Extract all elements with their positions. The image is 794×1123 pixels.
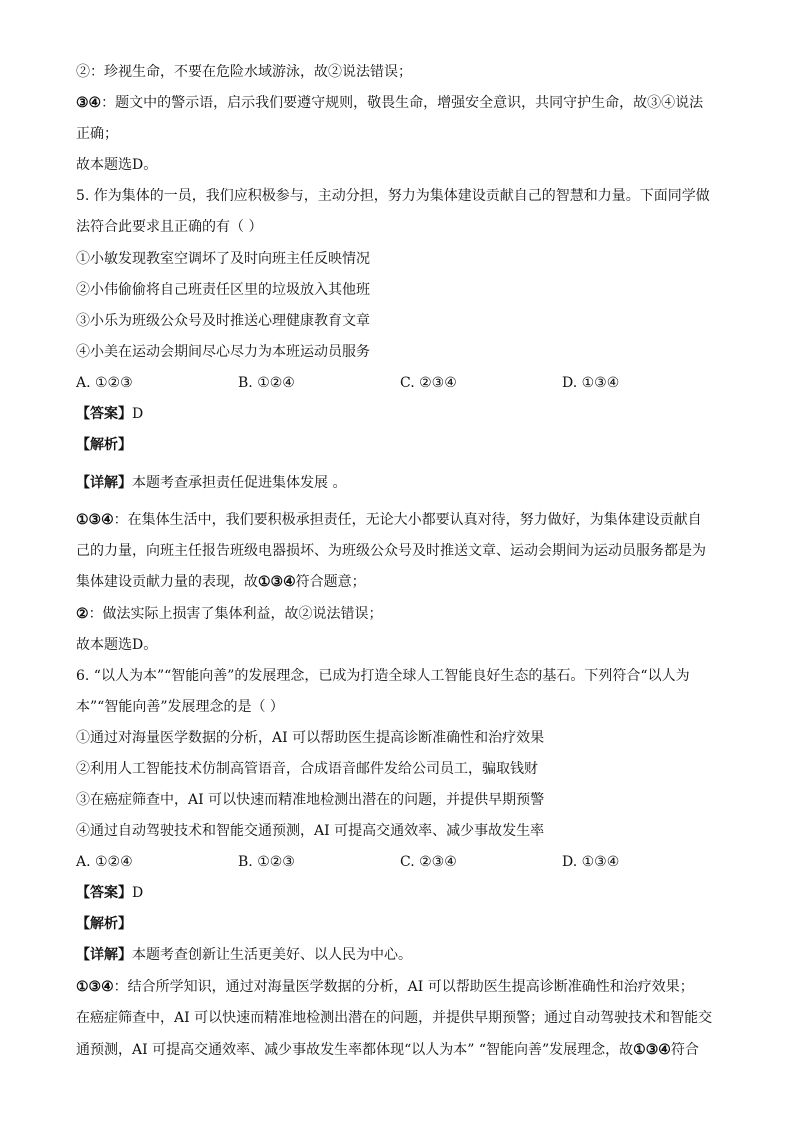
- option-numbers: ①③④: [76, 979, 114, 995]
- question-6-stem-cont: 本”“智能向善”发展理念的是（ ）: [76, 699, 284, 715]
- question-5-item: ②小伟偷偷将自己班责任区里的垃圾放入其他班: [76, 282, 370, 298]
- detail-label: 【详解】: [76, 475, 132, 491]
- detail-line: [76, 473, 346, 493]
- question-6-item: ①通过对海量医学数据的分析，AI 可以帮助医生提高诊断准确性和治疗效果: [76, 730, 545, 746]
- explanation-line: [76, 510, 702, 530]
- question-5-option-b: B. ①②④: [238, 375, 295, 391]
- option-numbers: ①③④: [633, 1042, 671, 1058]
- detail-text: 本题考查承担责任促进集体发展 。: [132, 475, 347, 491]
- question-6-stem: 6. “以人为本”“智能向善”的发展理念，已成为打造全球人工智能良好生态的基石。下列符合“以人为: [76, 668, 690, 684]
- answer-value: D: [132, 406, 144, 422]
- detail-text: 本题考查创新让生活更美好、以人民为中心。: [132, 947, 412, 963]
- analysis-label: 【解析】: [76, 437, 132, 453]
- answer-label: 【答案】: [76, 885, 132, 901]
- question-6-item: ②利用人工智能技术仿制高管语音，合成语音邮件发给公司员工，骗取钱财: [76, 761, 538, 777]
- question-5-option-a: A. ①②③: [76, 375, 133, 391]
- conclusion-line: 故本题选D。: [76, 637, 158, 653]
- option-numbers: ③④: [76, 95, 102, 111]
- explanation-line: ②：珍视生命，不要在危险水域游泳，故②说法错误；: [76, 64, 412, 80]
- explanation-text: 集体建设贡献力量的表现，故: [76, 574, 258, 590]
- explanation-line: [76, 93, 703, 113]
- question-5-option-d: D. ①③④: [562, 375, 620, 391]
- explanation-line: 己的力量，向班主任报告班级电器损坏、为班级公众号及时推送文章、运动会期间为运动员服务都是为: [76, 543, 706, 559]
- question-6-item: ③在癌症筛查中，AI 可以快速而精准地检测出潜在的问题，并提供早期预警: [76, 792, 545, 808]
- explanation-text: ：在集体生活中，我们要积极承担责任，无论大小都要认真对待，努力做好，为集体建设贡献自: [113, 512, 702, 528]
- detail-line: [76, 945, 412, 965]
- explanation-line: 在癌症筛查中，AI 可以快速而精准地检测出潜在的问题，并提供早期预警；通过自动驾驶技术和智能交: [76, 1010, 713, 1026]
- explanation-line: [76, 604, 383, 624]
- explanation-line: [76, 572, 366, 592]
- answer-line: [76, 404, 143, 424]
- question-5-option-c: C. ②③④: [400, 375, 457, 391]
- question-6-option-c: C. ②③④: [400, 854, 457, 870]
- analysis-label: 【解析】: [76, 916, 132, 932]
- detail-label: 【详解】: [76, 947, 132, 963]
- option-numbers: ①③④: [76, 512, 114, 528]
- question-6-item: ④通过自动驾驶技术和智能交通预测，AI 可提高交通效率、减少事故发生率: [76, 823, 545, 839]
- explanation-line: 正确；: [76, 126, 118, 142]
- question-5-stem-cont: 法符合此要求且正确的有（ ）: [76, 219, 263, 235]
- question-5-item: ①小敏发现教室空调坏了及时向班主任反映情况: [76, 251, 370, 267]
- answer-value: D: [132, 885, 144, 901]
- explanation-text: ：结合所学知识，通过对海量医学数据的分析，AI 可以帮助医生提高诊断准确性和治疗效果；: [113, 979, 694, 995]
- explanation-line: [76, 977, 694, 997]
- answer-label: 【答案】: [76, 406, 132, 422]
- explanation-text: ：题文中的警示语，启示我们要遵守规则，敬畏生命，增强安全意识，共同守护生命，故③④说法: [101, 95, 704, 111]
- question-6-option-a: A. ①②④: [76, 854, 133, 870]
- explanation-line: [76, 1040, 699, 1060]
- question-5-item: ④小美在运动会期间尽心尽力为本班运动员服务: [76, 344, 370, 360]
- answer-line: [76, 883, 143, 903]
- question-5-stem: 5. 作为集体的一员，我们应积极参与，主动分担，努力为集体建设贡献自己的智慧和力量。下面同学做: [76, 188, 710, 204]
- question-6-option-d: D. ①③④: [562, 854, 620, 870]
- question-5-item: ③小乐为班级公众号及时推送心理健康教育文章: [76, 313, 370, 329]
- explanation-text: ：做法实际上损害了集体利益，故②说法错误；: [88, 606, 383, 622]
- explanation-text: 符合题意；: [295, 574, 366, 590]
- question-6-option-b: B. ①②③: [238, 854, 295, 870]
- explanation-text: 符合: [670, 1042, 699, 1058]
- option-numbers: ②: [76, 606, 89, 622]
- conclusion-line: 故本题选D。: [76, 157, 158, 173]
- option-numbers: ①③④: [258, 574, 296, 590]
- explanation-text: 通预测，AI 可提高交通效率、减少事故发生率都体现“以人为本” “智能向善”发展理念，故: [76, 1042, 634, 1058]
